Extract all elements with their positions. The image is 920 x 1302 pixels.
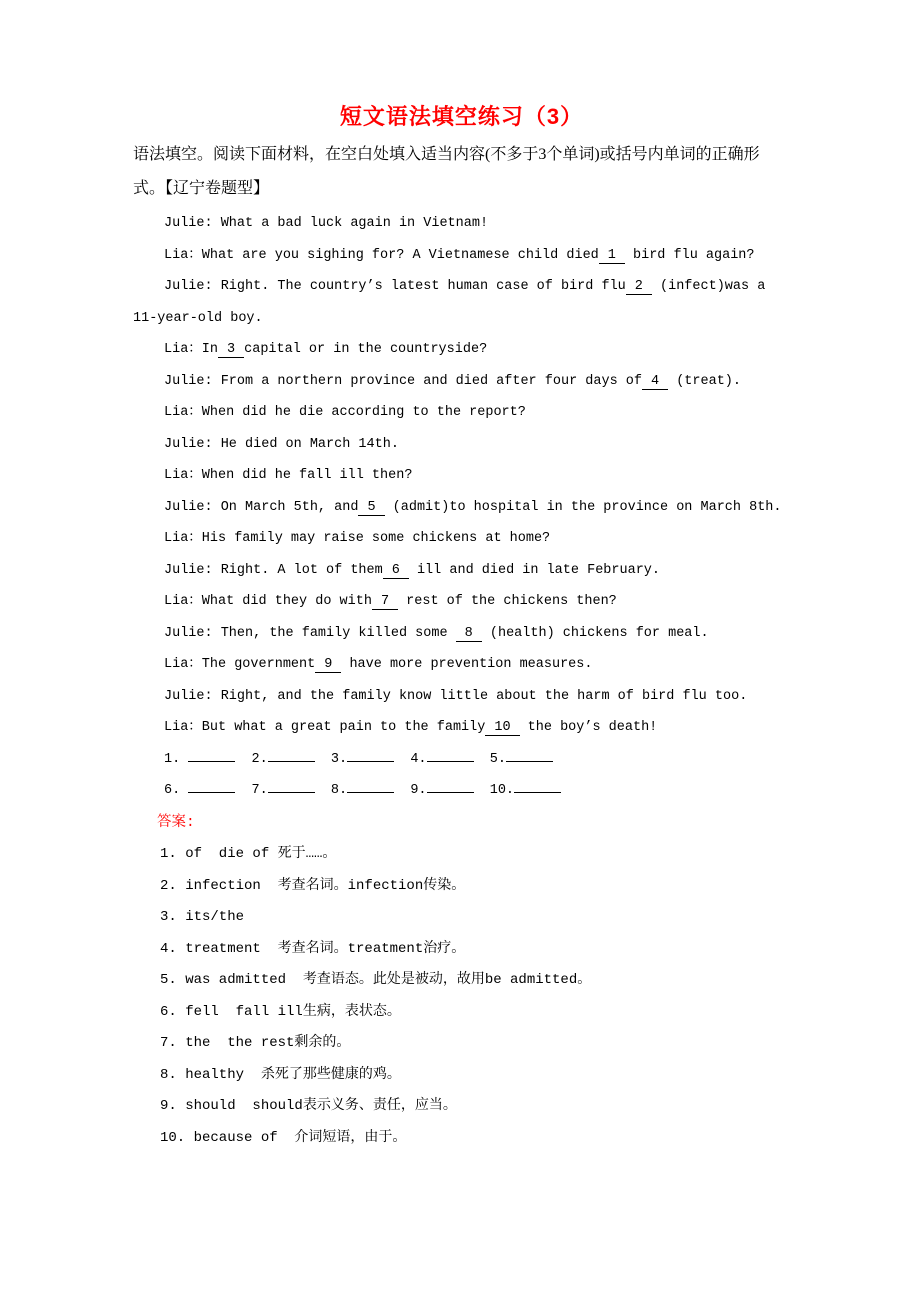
dialogue-line	[133, 492, 860, 524]
dialogue-text: Julie: Right. A lot of them	[164, 562, 383, 578]
dialogue-text: Lia：His family may raise some chickens at home?	[164, 531, 551, 546]
dialogue-text: (infect)was a	[651, 279, 766, 294]
dialogue-line	[133, 334, 860, 366]
dialogue-text: Julie: What a bad luck again in Vietnam!	[164, 216, 489, 231]
answer-line: 10. because of 介词短语，由于。	[160, 1129, 407, 1146]
answer-line: 4. treatment 考查名词。treatment治疗。	[160, 940, 466, 957]
dialogue-text: (health) chickens for meal.	[481, 625, 709, 641]
dialogue-line	[133, 397, 860, 429]
fill-blank-9: 9	[315, 657, 341, 673]
dialogue-line	[133, 586, 860, 618]
intro-paragraph	[133, 138, 833, 206]
fill-blank-5: 5	[358, 500, 384, 516]
answer-blank	[268, 790, 315, 793]
answer-blank	[427, 790, 474, 793]
dialogue-text: Julie: Then, the family killed some	[164, 625, 456, 641]
dialogue-text: 5.	[473, 751, 506, 767]
dialogue-line	[133, 303, 860, 335]
dialogue-text: ill and died in late February.	[408, 562, 661, 578]
dialogue-text: have more prevention measures.	[341, 657, 593, 672]
dialogue-text: Lia：But what a great pain to the family	[164, 720, 486, 735]
answer-blank	[268, 759, 315, 762]
dialogue-text: 7.	[235, 783, 268, 798]
answer-blank	[347, 790, 394, 793]
answer-line: 9. should should表示义务、责任，应当。	[160, 1098, 457, 1114]
answer-line: 2. infection 考查名词。infection传染。	[160, 877, 466, 894]
fill-blank-7: 7	[372, 594, 398, 610]
dialogue-line	[133, 366, 860, 398]
dialogue-text: bird flu again?	[624, 247, 755, 263]
answer-blank	[188, 790, 235, 793]
dialogue-text: Julie: He died on March 14th.	[164, 436, 399, 452]
fill-blank-10: 10	[485, 720, 519, 736]
dialogue-line	[133, 555, 860, 587]
answer-line: 1. of die of 死于……。	[160, 846, 337, 862]
dialogue-text: 2.	[235, 751, 268, 767]
dialogue-text: Lia：What did they do with	[164, 594, 372, 609]
dialogue-text: Julie: On March 5th, and	[164, 499, 359, 515]
dialogue-text: 10.	[473, 783, 515, 798]
dialogue-text: Lia：When did he fall ill then?	[164, 468, 413, 483]
fill-blank-2: 2	[626, 279, 652, 295]
dialogue-text: Lia：When did he die according to the report?	[164, 405, 526, 420]
dialogue-text: rest of the chickens then?	[398, 594, 617, 609]
answers-section	[133, 808, 860, 1155]
dialogue-text: Lia：The government	[164, 657, 316, 672]
dialogue-text: (admit)to hospital in the province on March 8th.	[384, 499, 782, 515]
dialogue-line	[133, 649, 860, 681]
answer-line: 6. fell fall ill生病，表状态。	[160, 1003, 401, 1020]
fill-blank-8: 8	[456, 626, 482, 642]
intro-line-1: 语法填空。阅读下面材料，在空白处填入适当内容(不多于3个单词)或括号内单词的正确形	[133, 146, 760, 163]
answer-blank	[506, 759, 553, 762]
dialogue-text: 9.	[394, 783, 427, 798]
dialogue-text: 6.	[164, 783, 189, 798]
dialogue-text: Lia：In	[164, 342, 219, 357]
answer-line: 3. its/the	[160, 909, 245, 925]
answer-blank	[347, 759, 394, 762]
dialogue-text: 4.	[394, 751, 427, 767]
dialogue-line	[133, 775, 860, 807]
dialogue-text: (treat).	[668, 373, 742, 389]
dialogue-text: Julie: Right, and the family know little about the harm of bird flu too.	[164, 688, 748, 704]
dialogue-line	[133, 208, 860, 240]
dialogue-section	[133, 208, 860, 807]
dialogue-line	[133, 271, 860, 303]
dialogue-line	[133, 618, 860, 650]
answers-list	[133, 839, 860, 1154]
dialogue-text: 3.	[314, 751, 348, 767]
intro-line-2: 式。【辽宁卷题型】	[133, 180, 270, 197]
dialogue-text: 11-year-old boy.	[133, 310, 263, 326]
answer-line: 8. healthy 杀死了那些健康的鸡。	[160, 1066, 401, 1083]
dialogue-line	[133, 240, 860, 272]
dialogue-text: 1.	[164, 751, 189, 767]
dialogue-line	[133, 523, 860, 555]
answer-blank	[427, 759, 474, 762]
dialogue-text: 8.	[314, 783, 348, 798]
dialogue-text: Julie: From a northern province and died after four days of	[164, 373, 642, 389]
fill-blank-3: 3	[218, 342, 244, 358]
dialogue-line	[133, 744, 860, 776]
answer-line: 5. was admitted 考查语态。此处是被动，故用be admitted。	[160, 972, 592, 988]
dialogue-text: capital or in the countryside?	[244, 342, 488, 357]
dialogue-line	[133, 429, 860, 461]
fill-blank-4: 4	[642, 374, 668, 390]
answer-blank	[514, 790, 561, 793]
dialogue-line	[133, 681, 860, 713]
fill-blank-6: 6	[383, 563, 409, 579]
dialogue-line	[133, 712, 860, 744]
answer-blank	[188, 759, 235, 762]
dialogue-line	[133, 460, 860, 492]
fill-blank-1: 1	[599, 248, 625, 264]
dialogue-text: the boy’s death!	[519, 720, 658, 735]
answer-line: 7. the the rest剩余的。	[160, 1035, 351, 1051]
dialogue-text: Lia：What are you sighing for? A Vietnamese child died	[164, 247, 599, 263]
page-title: 短文语法填空练习（3）	[339, 104, 584, 129]
dialogue-text: Julie: Right. The country’s latest human case of bird flu	[164, 279, 626, 294]
answers-label: 答案:	[157, 814, 195, 831]
